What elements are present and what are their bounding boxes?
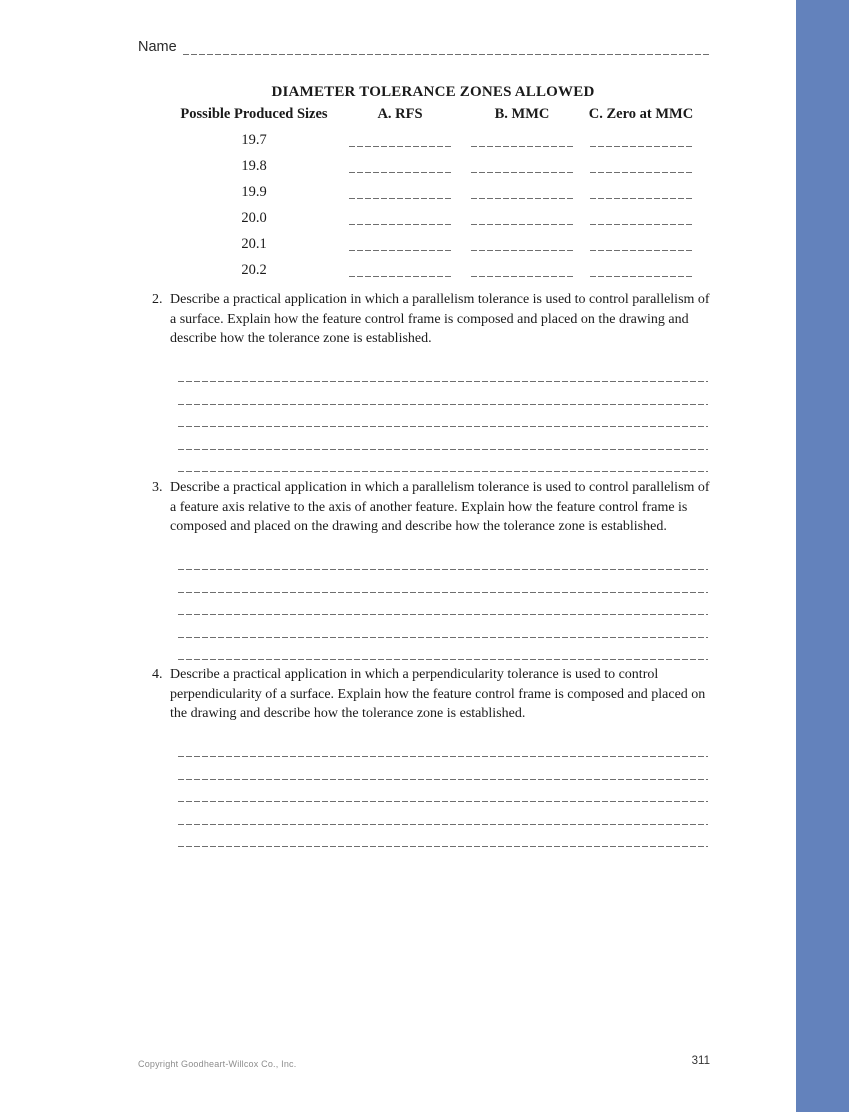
- blank-field: [590, 276, 693, 277]
- answer-line: [178, 803, 708, 826]
- answer-lines: [178, 360, 708, 473]
- column-header-mmc: B. MMC: [494, 106, 550, 122]
- blank-field: [471, 198, 574, 199]
- size-value: 20.1: [241, 236, 267, 252]
- question-4: [152, 665, 710, 848]
- question-number: 4.: [152, 667, 163, 682]
- blank-field: [349, 172, 452, 173]
- table-title: DIAMETER TOLERANCE ZONES ALLOWED: [271, 84, 595, 100]
- question-text: Describe a practical application in which a perpendicularity tolerance is used to control perpendicularity of a surface. Explain how the feature control frame is composed and placed on the drawing and describe how the tolerance zone is established.: [170, 667, 706, 721]
- column-header-zero-at-mmc: C. Zero at MMC: [588, 106, 694, 122]
- column-header-rfs: A. RFS: [377, 106, 423, 122]
- blank-field: [471, 172, 574, 173]
- blank-field: [349, 250, 452, 251]
- blank-field: [471, 276, 574, 277]
- size-value: 20.0: [241, 210, 267, 226]
- answer-line: [178, 735, 708, 758]
- name-label: Name: [138, 39, 177, 55]
- answer-line: [178, 428, 708, 451]
- answer-line: [178, 758, 708, 781]
- answer-line: [178, 593, 708, 616]
- question-body: [152, 478, 710, 537]
- question-text: Describe a practical application in which a parallelism tolerance is used to control parallelism of a surface. Explain how the feature control frame is composed and placed on the drawing and describe how the tolerance zone is established.: [170, 292, 710, 346]
- answer-line: [178, 780, 708, 803]
- accent-bar: [796, 0, 849, 1112]
- blank-field: [349, 276, 452, 277]
- blank-field: [590, 224, 693, 225]
- answer-line: [178, 825, 708, 848]
- answer-lines: [178, 548, 708, 661]
- answer-line: [178, 638, 708, 661]
- question-text: Describe a practical application in which a parallelism tolerance is used to control parallelism of a feature axis relative to the axis of another feature. Explain how the feature control frame is composed and placed on the drawing and describe how the tolerance zone is established.: [170, 480, 710, 534]
- size-value: 19.9: [241, 184, 267, 200]
- question-number: 2.: [152, 292, 163, 307]
- size-value: 20.2: [241, 262, 267, 278]
- blank-field: [471, 224, 574, 225]
- answer-line: [178, 571, 708, 594]
- page-footer: [138, 1055, 710, 1069]
- table-row: [168, 233, 698, 259]
- question-body: [152, 665, 710, 724]
- blank-field: [471, 146, 574, 147]
- name-blank-line: [183, 38, 710, 55]
- blank-field: [590, 172, 693, 173]
- question-number: 3.: [152, 480, 163, 495]
- table-header-row: [168, 106, 698, 123]
- table-row: [168, 207, 698, 233]
- name-row: [138, 38, 710, 55]
- table-row: [168, 259, 698, 285]
- answer-lines: [178, 735, 708, 848]
- answer-line: [178, 450, 708, 473]
- table-rows: [168, 129, 698, 285]
- question-3: [152, 478, 710, 661]
- blank-field: [349, 146, 452, 147]
- size-value: 19.7: [241, 132, 267, 148]
- blank-field: [590, 250, 693, 251]
- table-row: [168, 129, 698, 155]
- blank-field: [349, 224, 452, 225]
- blank-field: [590, 146, 693, 147]
- copyright-text: Copyright Goodheart-Willcox Co., Inc.: [138, 1059, 297, 1069]
- answer-line: [178, 360, 708, 383]
- column-header-produced-sizes: Possible Produced Sizes: [180, 106, 328, 122]
- blank-field: [349, 198, 452, 199]
- size-value: 19.8: [241, 158, 267, 174]
- table-row: [168, 155, 698, 181]
- tolerance-table: [168, 84, 698, 285]
- answer-line: [178, 405, 708, 428]
- answer-line: [178, 383, 708, 406]
- question-body: [152, 290, 710, 349]
- question-2: [152, 290, 710, 473]
- answer-line: [178, 548, 708, 571]
- blank-field: [471, 250, 574, 251]
- table-row: [168, 181, 698, 207]
- page-number: 311: [691, 1055, 710, 1067]
- blank-field: [590, 198, 693, 199]
- answer-line: [178, 616, 708, 639]
